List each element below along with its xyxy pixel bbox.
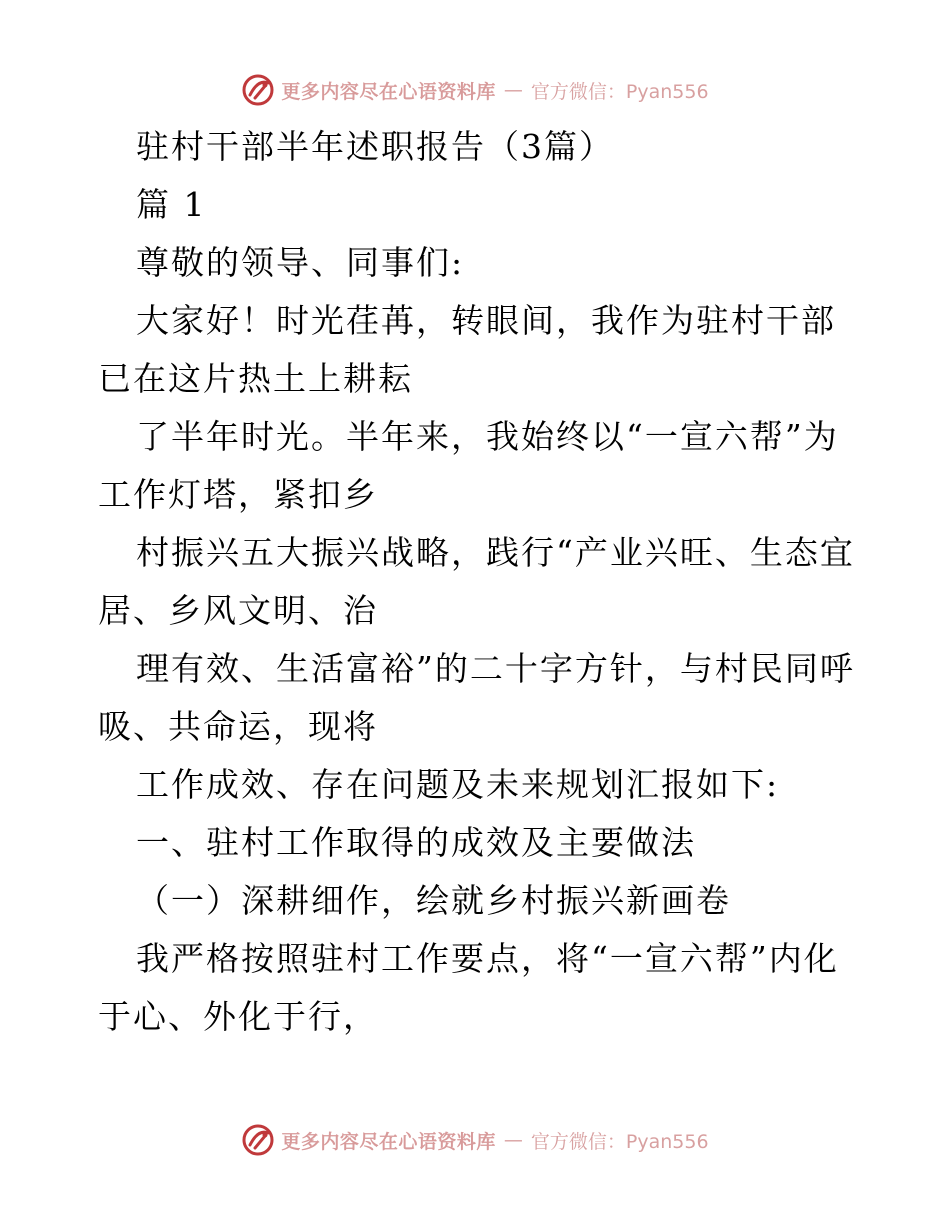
paragraph: 大家好！时光荏苒，转眼间，我作为驻村干部已在这片热土上耕耘 bbox=[98, 301, 836, 398]
section-label: 篇 1 bbox=[136, 185, 207, 224]
banner-text: 更多内容尽在心语资料库 bbox=[281, 80, 496, 103]
banner-dash: — bbox=[503, 1129, 523, 1151]
paragraph: 理有效、生活富裕”的二十字方针，与村民同呼吸、共命运，现将 bbox=[98, 649, 855, 746]
salutation: 尊敬的领导、同事们: bbox=[136, 243, 465, 282]
brand-logo-icon bbox=[241, 1123, 275, 1157]
banner-dash: — bbox=[503, 79, 523, 101]
document-body bbox=[98, 118, 858, 1046]
brand-logo-icon bbox=[241, 73, 275, 107]
paragraph: 了半年时光。半年来，我始终以“一宣六帮”为工作灯塔，紧扣乡 bbox=[98, 417, 839, 514]
paragraph: 村振兴五大振兴战略，践行“产业兴旺、生态宜居、乡风文明、治 bbox=[98, 533, 855, 630]
banner-wechat: 官方微信：Pyan556 bbox=[530, 1130, 709, 1153]
document-title: 驻村干部半年述职报告（3篇） bbox=[136, 127, 614, 166]
banner-text: 更多内容尽在心语资料库 bbox=[281, 1130, 496, 1153]
footer-banner bbox=[0, 1120, 950, 1160]
paragraph: 我严格按照驻村工作要点，将“一宣六帮”内化于心、外化于行， bbox=[98, 939, 839, 1036]
header-banner bbox=[0, 70, 950, 110]
paragraph: 工作成效、存在问题及未来规划汇报如下: bbox=[136, 765, 780, 804]
heading-level-2: （一）深耕细作，绘就乡村振兴新画卷 bbox=[136, 881, 731, 920]
banner-wechat: 官方微信：Pyan556 bbox=[530, 80, 709, 103]
heading-level-1: 一、驻村工作取得的成效及主要做法 bbox=[136, 823, 696, 862]
